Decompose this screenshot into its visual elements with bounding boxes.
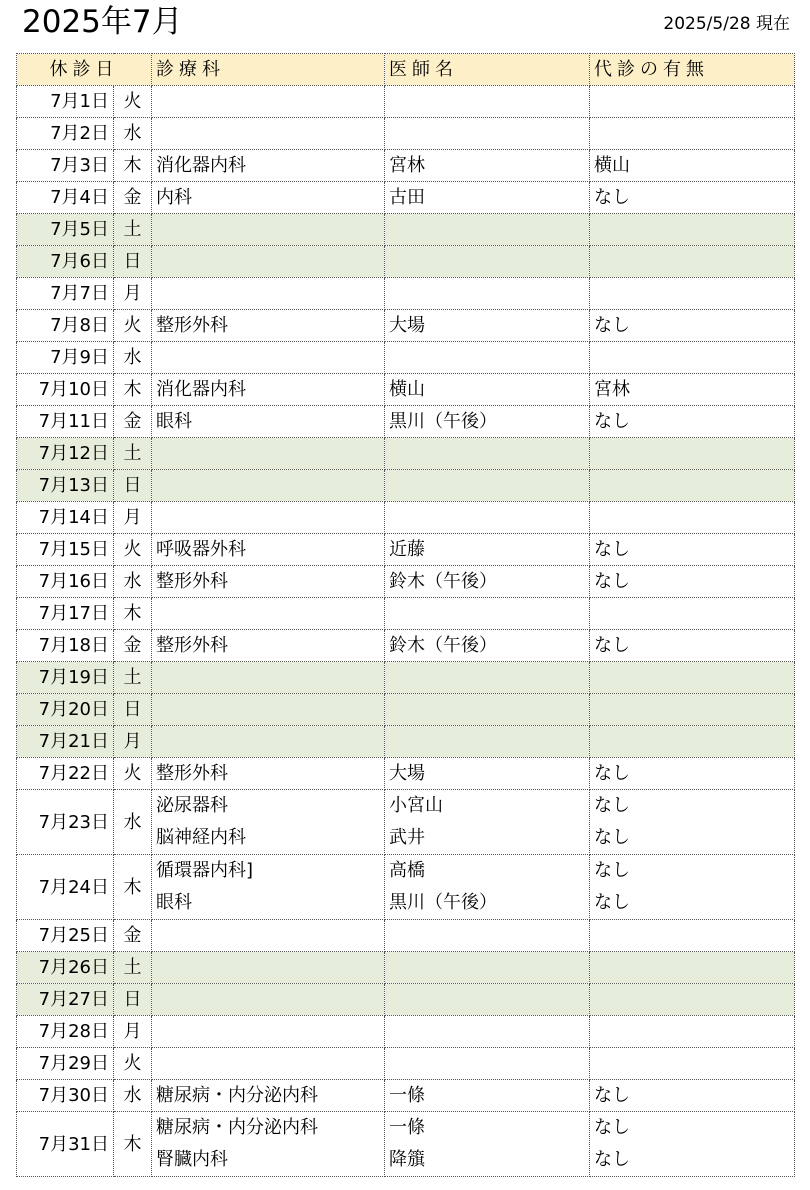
department-cell — [152, 534, 385, 566]
substitute-status: なし — [594, 892, 630, 913]
doctor-name: 大場 — [389, 763, 425, 784]
table-row — [17, 726, 795, 758]
closure-date: 7月16日 — [17, 566, 114, 598]
table-row — [17, 790, 795, 855]
doctor-cell — [385, 790, 590, 855]
substitute-cell — [590, 1048, 795, 1080]
as-of-date: 2025/5/28 現在 — [663, 14, 790, 34]
doctor-cell — [385, 118, 590, 150]
doctor-cell — [385, 662, 590, 694]
department-name: 眼科 — [156, 892, 192, 913]
table-row — [17, 984, 795, 1016]
substitute-cell — [590, 118, 795, 150]
department-name: 泌尿器科 — [156, 795, 228, 816]
doctor-name: 一條 — [389, 1085, 425, 1106]
department-name: 糖尿病・内分泌内科 — [156, 1085, 318, 1106]
department-name: 腎臓内科 — [156, 1149, 228, 1170]
doctor-cell — [385, 952, 590, 984]
substitute-status: なし — [594, 1149, 630, 1170]
header-doctor: 医師名 — [385, 54, 590, 86]
day-of-week: 月 — [114, 278, 152, 310]
doctor-name: 鈴木（午後） — [389, 571, 497, 592]
table-row — [17, 150, 795, 182]
table-row — [17, 310, 795, 342]
doctor-cell — [385, 342, 590, 374]
doctor-cell — [385, 1080, 590, 1112]
header-substitute: 代診の有無 — [590, 54, 795, 86]
day-of-week: 火 — [114, 86, 152, 118]
doctor-cell — [385, 920, 590, 952]
doctor-cell — [385, 694, 590, 726]
department-cell — [152, 214, 385, 246]
doctor-name: 小宮山 — [389, 795, 443, 816]
closure-date: 7月5日 — [17, 214, 114, 246]
substitute-status: なし — [594, 860, 630, 881]
day-of-week: 金 — [114, 406, 152, 438]
substitute-cell — [590, 952, 795, 984]
doctor-name: 大場 — [389, 315, 425, 336]
department-cell — [152, 598, 385, 630]
doctor-cell — [385, 1048, 590, 1080]
substitute-cell — [590, 598, 795, 630]
department-cell — [152, 952, 385, 984]
substitute-cell — [590, 920, 795, 952]
substitute-cell — [590, 790, 795, 855]
doctor-cell — [385, 278, 590, 310]
doctor-cell — [385, 374, 590, 406]
closure-date: 7月31日 — [17, 1112, 114, 1177]
department-cell — [152, 374, 385, 406]
substitute-cell — [590, 150, 795, 182]
substitute-cell — [590, 726, 795, 758]
day-of-week: 水 — [114, 790, 152, 855]
substitute-status: 宮林 — [594, 379, 630, 400]
department-cell — [152, 984, 385, 1016]
closure-date: 7月11日 — [17, 406, 114, 438]
closure-date: 7月29日 — [17, 1048, 114, 1080]
doctor-cell — [385, 758, 590, 790]
day-of-week: 火 — [114, 758, 152, 790]
substitute-cell — [590, 1080, 795, 1112]
substitute-cell — [590, 342, 795, 374]
substitute-cell — [590, 1016, 795, 1048]
doctor-name: 降籏 — [389, 1149, 425, 1170]
department-cell — [152, 1112, 385, 1177]
table-row — [17, 662, 795, 694]
doctor-name: 近藤 — [389, 539, 425, 560]
department-cell — [152, 310, 385, 342]
department-name: 呼吸器外科 — [156, 539, 246, 560]
department-cell — [152, 86, 385, 118]
doctor-cell — [385, 406, 590, 438]
day-of-week: 日 — [114, 246, 152, 278]
department-cell — [152, 855, 385, 920]
closure-date: 7月17日 — [17, 598, 114, 630]
department-name: 整形外科 — [156, 763, 228, 784]
closure-date: 7月21日 — [17, 726, 114, 758]
doctor-cell — [385, 855, 590, 920]
day-of-week: 水 — [114, 118, 152, 150]
doctor-name: 高橋 — [389, 860, 425, 881]
substitute-status: なし — [594, 635, 630, 656]
closure-date: 7月24日 — [17, 855, 114, 920]
doctor-cell — [385, 598, 590, 630]
doctor-cell — [385, 470, 590, 502]
closure-date: 7月4日 — [17, 182, 114, 214]
substitute-cell — [590, 566, 795, 598]
substitute-cell — [590, 374, 795, 406]
table-row — [17, 598, 795, 630]
table-row — [17, 534, 795, 566]
day-of-week: 木 — [114, 1112, 152, 1177]
doctor-cell — [385, 438, 590, 470]
department-cell — [152, 1048, 385, 1080]
department-cell — [152, 150, 385, 182]
substitute-cell — [590, 1112, 795, 1177]
closure-date: 7月25日 — [17, 920, 114, 952]
closure-schedule-table — [16, 53, 795, 1177]
table-row — [17, 246, 795, 278]
department-name: 整形外科 — [156, 635, 228, 656]
department-cell — [152, 342, 385, 374]
substitute-status: なし — [594, 763, 630, 784]
department-cell — [152, 118, 385, 150]
day-of-week: 金 — [114, 182, 152, 214]
substitute-status: なし — [594, 1117, 630, 1138]
department-name: 糖尿病・内分泌内科 — [156, 1117, 318, 1138]
department-cell — [152, 406, 385, 438]
substitute-cell — [590, 470, 795, 502]
table-row — [17, 758, 795, 790]
closure-date: 7月1日 — [17, 86, 114, 118]
substitute-cell — [590, 214, 795, 246]
day-of-week: 木 — [114, 150, 152, 182]
substitute-cell — [590, 855, 795, 920]
day-of-week: 土 — [114, 662, 152, 694]
doctor-name: 横山 — [389, 379, 425, 400]
substitute-cell — [590, 406, 795, 438]
substitute-status: なし — [594, 187, 630, 208]
department-cell — [152, 758, 385, 790]
doctor-name: 古田 — [389, 187, 425, 208]
substitute-cell — [590, 630, 795, 662]
department-cell — [152, 630, 385, 662]
day-of-week: 水 — [114, 1080, 152, 1112]
day-of-week: 木 — [114, 598, 152, 630]
substitute-cell — [590, 694, 795, 726]
substitute-status: なし — [594, 827, 630, 848]
department-name: 消化器内科 — [156, 155, 246, 176]
closure-date: 7月8日 — [17, 310, 114, 342]
table-row — [17, 566, 795, 598]
table-row — [17, 1112, 795, 1177]
department-cell — [152, 1016, 385, 1048]
day-of-week: 日 — [114, 984, 152, 1016]
department-name: 整形外科 — [156, 571, 228, 592]
closure-date: 7月9日 — [17, 342, 114, 374]
doctor-cell — [385, 150, 590, 182]
closure-date: 7月14日 — [17, 502, 114, 534]
doctor-name: 一條 — [389, 1117, 425, 1138]
substitute-status: 横山 — [594, 155, 630, 176]
table-row — [17, 630, 795, 662]
closure-date: 7月10日 — [17, 374, 114, 406]
closure-date: 7月15日 — [17, 534, 114, 566]
substitute-status: なし — [594, 539, 630, 560]
substitute-status: なし — [594, 411, 630, 432]
substitute-status: なし — [594, 315, 630, 336]
substitute-cell — [590, 984, 795, 1016]
closure-date: 7月3日 — [17, 150, 114, 182]
closure-date: 7月13日 — [17, 470, 114, 502]
day-of-week: 月 — [114, 726, 152, 758]
department-cell — [152, 694, 385, 726]
substitute-status: なし — [594, 571, 630, 592]
doctor-name: 黒川（午後） — [389, 411, 497, 432]
department-cell — [152, 278, 385, 310]
doctor-cell — [385, 246, 590, 278]
closure-date: 7月18日 — [17, 630, 114, 662]
closure-date: 7月26日 — [17, 952, 114, 984]
doctor-cell — [385, 534, 590, 566]
substitute-cell — [590, 182, 795, 214]
doctor-cell — [385, 630, 590, 662]
day-of-week: 木 — [114, 855, 152, 920]
day-of-week: 日 — [114, 470, 152, 502]
closure-date: 7月7日 — [17, 278, 114, 310]
table-row — [17, 694, 795, 726]
doctor-cell — [385, 182, 590, 214]
department-cell — [152, 662, 385, 694]
substitute-cell — [590, 438, 795, 470]
table-row — [17, 920, 795, 952]
department-cell — [152, 1080, 385, 1112]
closure-date: 7月12日 — [17, 438, 114, 470]
doctor-cell — [385, 502, 590, 534]
department-cell — [152, 566, 385, 598]
department-cell — [152, 502, 385, 534]
table-row — [17, 118, 795, 150]
day-of-week: 火 — [114, 1048, 152, 1080]
day-of-week: 水 — [114, 566, 152, 598]
header-closure-date: 休診日 — [17, 54, 152, 86]
day-of-week: 土 — [114, 438, 152, 470]
day-of-week: 水 — [114, 342, 152, 374]
substitute-cell — [590, 86, 795, 118]
day-of-week: 金 — [114, 920, 152, 952]
department-name: 消化器内科 — [156, 379, 246, 400]
day-of-week: 土 — [114, 952, 152, 984]
department-cell — [152, 438, 385, 470]
closure-date: 7月23日 — [17, 790, 114, 855]
department-name: 循環器内科] — [156, 860, 254, 881]
department-cell — [152, 246, 385, 278]
closure-date: 7月6日 — [17, 246, 114, 278]
doctor-name: 宮林 — [389, 155, 425, 176]
table-row — [17, 182, 795, 214]
department-name: 脳神経内科 — [156, 827, 246, 848]
department-cell — [152, 790, 385, 855]
table-row — [17, 1048, 795, 1080]
table-row — [17, 342, 795, 374]
substitute-cell — [590, 758, 795, 790]
table-row — [17, 502, 795, 534]
doctor-cell — [385, 726, 590, 758]
department-name: 眼科 — [156, 411, 192, 432]
doctor-cell — [385, 214, 590, 246]
doctor-cell — [385, 984, 590, 1016]
substitute-status: なし — [594, 795, 630, 816]
table-row — [17, 855, 795, 920]
substitute-cell — [590, 662, 795, 694]
closure-date: 7月22日 — [17, 758, 114, 790]
department-cell — [152, 920, 385, 952]
department-cell — [152, 470, 385, 502]
doctor-cell — [385, 310, 590, 342]
closure-date: 7月30日 — [17, 1080, 114, 1112]
substitute-cell — [590, 278, 795, 310]
table-row — [17, 1080, 795, 1112]
doctor-cell — [385, 86, 590, 118]
department-cell — [152, 726, 385, 758]
table-row — [17, 1016, 795, 1048]
table-header-row — [17, 54, 795, 86]
closure-date: 7月27日 — [17, 984, 114, 1016]
table-row — [17, 214, 795, 246]
department-name: 内科 — [156, 187, 192, 208]
department-name: 整形外科 — [156, 315, 228, 336]
substitute-cell — [590, 246, 795, 278]
closure-date: 7月28日 — [17, 1016, 114, 1048]
day-of-week: 木 — [114, 374, 152, 406]
substitute-cell — [590, 534, 795, 566]
table-row — [17, 374, 795, 406]
table-row — [17, 952, 795, 984]
substitute-status: なし — [594, 1085, 630, 1106]
doctor-cell — [385, 1016, 590, 1048]
table-row — [17, 86, 795, 118]
substitute-cell — [590, 502, 795, 534]
table-body — [17, 86, 795, 1177]
day-of-week: 火 — [114, 310, 152, 342]
doctor-name: 鈴木（午後） — [389, 635, 497, 656]
doctor-cell — [385, 566, 590, 598]
closure-date: 7月20日 — [17, 694, 114, 726]
closure-date: 7月19日 — [17, 662, 114, 694]
doctor-name: 武井 — [389, 827, 425, 848]
doctor-name: 黒川（午後） — [389, 892, 497, 913]
doctor-cell — [385, 1112, 590, 1177]
header-department: 診療科 — [152, 54, 385, 86]
day-of-week: 日 — [114, 694, 152, 726]
table-row — [17, 438, 795, 470]
closure-date: 7月2日 — [17, 118, 114, 150]
page-title: 2025年7月 — [22, 4, 183, 40]
department-cell — [152, 182, 385, 214]
table-row — [17, 470, 795, 502]
day-of-week: 火 — [114, 534, 152, 566]
day-of-week: 月 — [114, 502, 152, 534]
day-of-week: 金 — [114, 630, 152, 662]
table-row — [17, 406, 795, 438]
day-of-week: 月 — [114, 1016, 152, 1048]
substitute-cell — [590, 310, 795, 342]
day-of-week: 土 — [114, 214, 152, 246]
table-row — [17, 278, 795, 310]
